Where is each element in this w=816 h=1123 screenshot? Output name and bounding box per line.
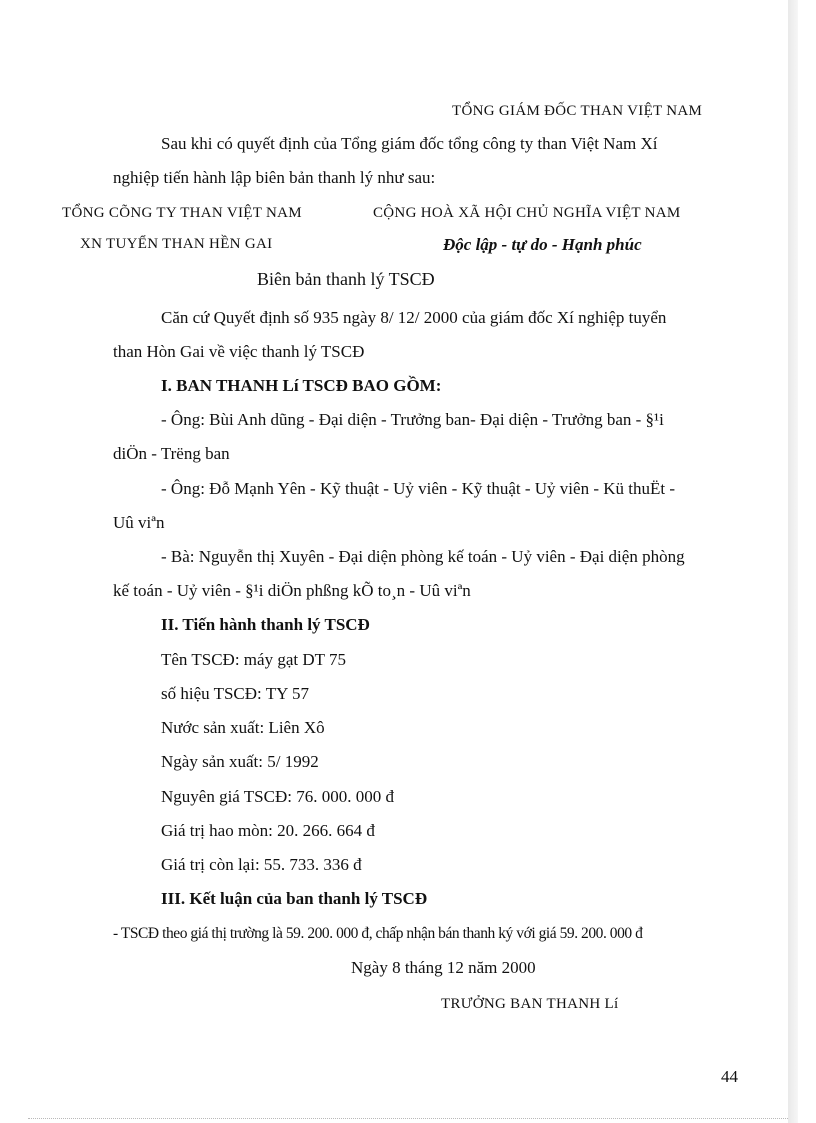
asset-production-date: Ngày sản xuất: 5/ 1992 [161, 752, 319, 771]
asset-original-cost: Nguyên giá TSCĐ: 76. 000. 000 đ [161, 787, 394, 806]
signature-title: TRƯỞNG BAN THANH Lí [441, 996, 619, 1012]
asset-name: Tên TSCĐ: máy gạt DT 75 [161, 650, 346, 669]
page-edge-shadow [788, 0, 798, 1123]
nation-motto: Độc lập - tự do - Hạnh phúc [443, 235, 642, 254]
intro-line-1: Sau khi có quyết định của Tổng giám đốc tổng công ty than Việt Nam Xí [161, 134, 658, 153]
asset-depreciation: Giá trị hao mòn: 20. 266. 664 đ [161, 821, 375, 840]
conclusion-line: - TSCĐ theo giá thị trường là 59. 200. 000 đ, chấp nhận bán thanh ký với giá 59. 200. 000 đ [113, 925, 643, 942]
top-line: TỔNG GIÁM ĐỐC THAN VIỆT NAM [452, 103, 703, 119]
intro-line-2: nghiệp tiến hành lập biên bản thanh lý như sau: [113, 168, 436, 187]
nation-name: CỘNG HOÀ XÃ HỘI CHỦ NGHĨA VIỆT NAM [373, 205, 681, 221]
member-1-line-2: diÖn - Trëng ban [113, 444, 230, 463]
member-2-line-1: - Ông: Đỗ Mạnh Yên - Kỹ thuật - Uỷ viên - Kỹ thuật - Uỷ viên - Kü thuËt - [161, 479, 675, 498]
section-2-heading: II. Tiến hành thanh lý TSCĐ [161, 615, 370, 634]
document-title: Biên bản thanh lý TSCĐ [257, 269, 435, 289]
section-1-heading: I. BAN THANH Lí TSCĐ BAO GỒM: [161, 376, 442, 395]
asset-remaining-value: Giá trị còn lại: 55. 733. 336 đ [161, 855, 362, 874]
basis-line-1: Căn cứ Quyết định số 935 ngày 8/ 12/ 2000 của giám đốc Xí nghiệp tuyển [161, 308, 667, 327]
page-number: 44 [721, 1067, 738, 1086]
member-1-line-1: - Ông: Bùi Anh dũng - Đại diện - Trưởng ban- Đại diện - Trưởng ban - §¹i [161, 410, 664, 429]
page-bottom-border [28, 1118, 788, 1119]
asset-country: Nước sản xuất: Liên Xô [161, 718, 325, 737]
org-unit: XN TUYỂN THAN HỀN GAI [80, 236, 273, 252]
member-2-line-2: Uû viªn [113, 513, 165, 532]
asset-code: số hiệu TSCĐ: TY 57 [161, 684, 309, 703]
org-name: TỔNG CÕNG TY THAN VIỆT NAM [62, 205, 302, 221]
member-3-line-2: kế toán - Uỷ viên - §¹i diÖn phßng kÕ to¸n - Uû viªn [113, 581, 471, 600]
basis-line-2: than Hòn Gai về việc thanh lý TSCĐ [113, 342, 365, 361]
member-3-line-1: - Bà: Nguyễn thị Xuyên - Đại diện phòng kế toán - Uỷ viên - Đại diện phòng [161, 547, 685, 566]
section-3-heading: III. Kết luận của ban thanh lý TSCĐ [161, 889, 428, 908]
date-line: Ngày 8 tháng 12 năm 2000 [351, 958, 536, 977]
